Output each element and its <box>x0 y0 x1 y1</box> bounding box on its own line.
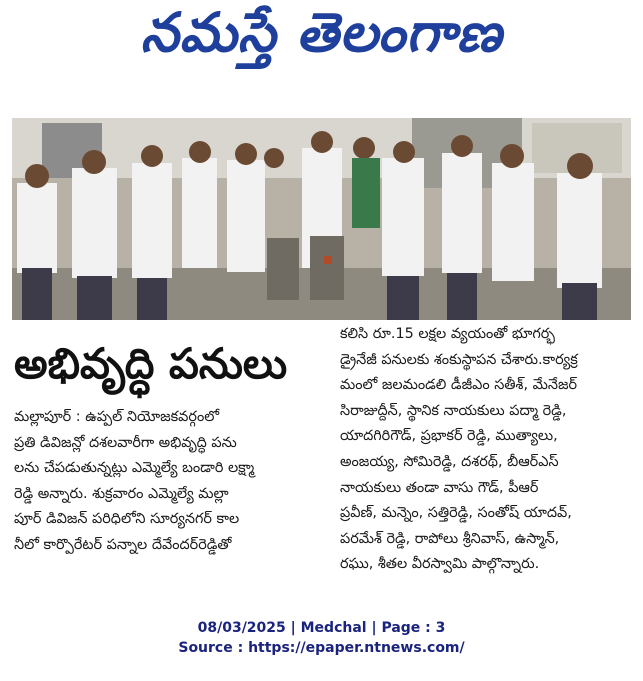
body-line: లను చేపడుతున్నట్లు ఎమ్మెల్యే బండారి లక్ష్మా <box>14 460 255 477</box>
article-column-right <box>340 322 632 578</box>
body-line: సిరాజుద్దీన్, స్థానిక నాయకులు పద్మా రెడ్డి, <box>340 402 567 419</box>
article-headline <box>14 338 332 400</box>
masthead-title: నమస్తే తెలంగాణ <box>140 0 503 64</box>
body-line: రఘు, శీతల వీరస్వామి పాల్గొన్నారు. <box>340 556 540 573</box>
body-line: మల్లాపూర్ : ఉప్పల్ నియోజకవర్గంలో <box>14 409 220 425</box>
newspaper-masthead <box>0 0 643 78</box>
body-line: మంలో జలమండలి డీజీఎం సతీశ్, మేనేజర్ <box>340 377 577 394</box>
body-line: డ్రైనేజీ పనులకు శంకుస్థాపన చేశారు.కార్యక్ర <box>340 351 578 368</box>
body-line: నీలో కార్పొరేటర్ పన్నాల దేవేందర్‌రెడ్డితో <box>14 536 232 553</box>
body-line: యాదగిరిగౌడ్, ప్రభాకర్ రెడ్డి, ముత్యాలు, <box>340 428 558 445</box>
footer-date-line: 08/03/2025 | Medchal | Page : 3 <box>197 620 446 636</box>
body-line: నాయకులు తండా వాసు గౌడ్, పీఆర్ <box>340 479 539 496</box>
article-column-left <box>14 405 332 559</box>
body-line: ప్రవీణ్, మన్నెం, సత్తిరెడ్డి, సంతోష్ యాదవ్, <box>340 505 572 522</box>
headline-text: అభివృద్ధి పనులు <box>14 339 288 388</box>
source-footer <box>0 618 643 658</box>
body-line: పరమేశ్ రెడ్డి, రాపోలు శ్రీనివాస్, ఉస్మాన్, <box>340 530 560 547</box>
body-line: ప్రతి డివిజన్లో దశలవారీగా అభివృద్ధి పను <box>14 434 237 451</box>
footer-source-line: Source : https://epaper.ntnews.com/ <box>178 640 465 656</box>
body-line: అంజయ్య, సోమిరెడ్డి, దశరథ్, బీఆర్ఎస్ <box>340 453 559 470</box>
body-line: కలిసి రూ.15 లక్షల వ్యయంతో భూగర్భ <box>340 326 555 342</box>
body-line: పూర్ డివిజన్ పరిధిలోని సూర్యనగర్ కాల <box>14 511 240 528</box>
body-line: రెడ్డి అన్నారు. శుక్రవారం ఎమ్మెల్యే మల్లా <box>14 485 229 502</box>
news-photo <box>12 118 631 320</box>
